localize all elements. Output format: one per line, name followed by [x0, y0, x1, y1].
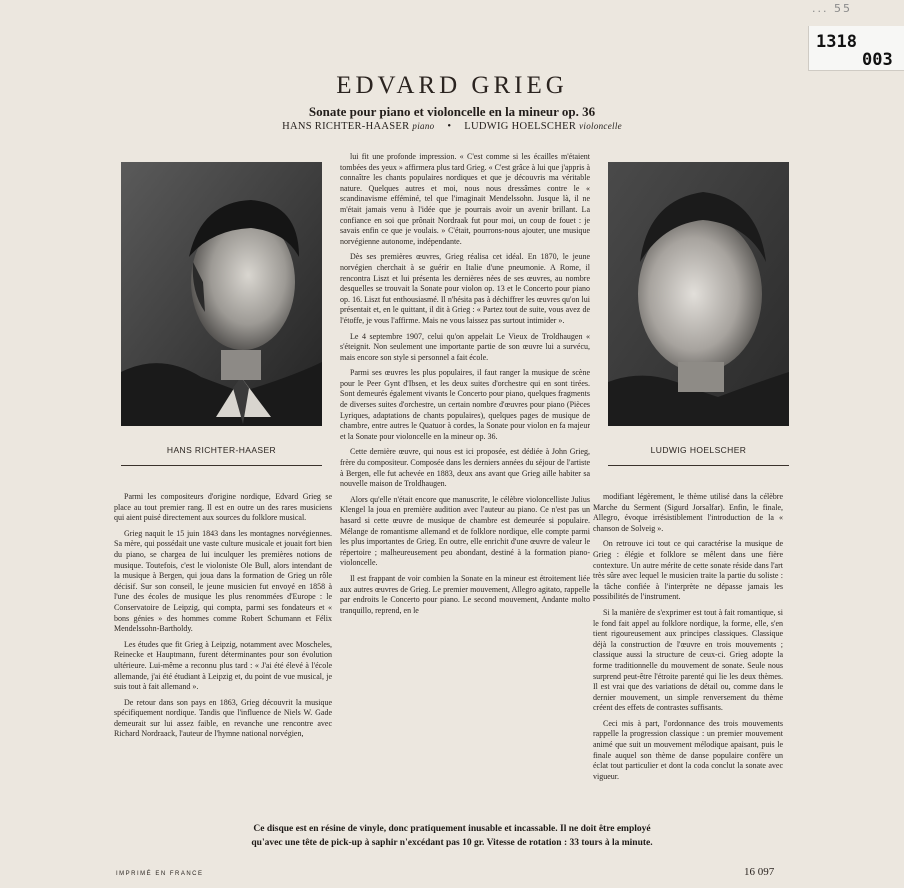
paragraph: Ceci mis à part, l'ordonnance des trois mouvements rappelle la progression classique : un premier mouvement animé que suit un mouvement mélodique apaisant, puis le finale auquel son thème de danse populaire confère un éclat tout particulier et dont la coda conclut la sonate avec vigueur.: [593, 718, 783, 781]
vinyl-note-line-1: Ce disque est en résine de vinyle, donc pratiquement inusable et incassable. Il ne doit être employé: [253, 824, 651, 834]
vinyl-note-line-2: qu'avec une tête de pick-up à saphir n'excédant pas 10 gr. Vitesse de rotation : 33 tours à la minute.: [251, 838, 653, 848]
paragraph: Dès ses premières œuvres, Grieg réalisa cet idéal. En 1870, le jeune norvégien cherchait à se guérir en Italie d'une pneumonie. A Rome, il rencontra Liszt et lui présenta les dernières nées de ses œuvres, au nombre desquelles se trouvait la Sonate pour violon op. 13 et le Concerto pour piano op. 16. Liszt fut enthousiasmé. Il n'hésita pas à déchiffrer les œuvres qu'on lui présentait et, en le quittant, il dit à Grieg : « Partez tout de suite, vous avez de l'étoffe, je vous l'affirme. Mais ne vous laissez pas surtout intimider ».: [340, 252, 590, 325]
portrait-left-image: [121, 162, 322, 426]
paragraph: Grieg naquit le 15 juin 1843 dans les montagnes norvégiennes. Sa mère, qui possédait une vaste culture musicale et jouait fort bien du piano, se chargea de lui inculquer les premières notions de musique. Toutefois, c'est le violoniste Ole Bull, alors intendant de la musique à Bergen, qui joua dans la formation de Grieg un rôle décisif. Sur son conseil, le jeune musicien fut envoyé en 1858 à l'une des écoles de musique les plus renommées d'Europe : le Conservatoire de Leipzig, qui compta, parmi ses fondateurs et « bons génies » des hommes comme Robert Schumann et Félix Mendelssohn-Bartholdy.: [114, 528, 332, 634]
portrait-photo-right: [608, 162, 789, 426]
paragraph: Les études que fit Grieg à Leipzig, notamment avec Moscheles, Reinecke et Hauptmann, furent déterminantes pour son évolution ultérieure. Lui-même a reconnu plus tard : « J'ai été élevé à l'école allemande, j'ai été étudiant à Leipzig et, du point de vue musical, je suis tout à fait allemand ».: [114, 639, 332, 692]
performer-2-role: violoncelle: [579, 121, 622, 131]
paragraph: Cette dernière œuvre, qui nous est ici proposée, est dédiée à John Grieg, frère du compositeur. Composée dans les derniers années du séjour de l'artiste à Bergen, elle fut achevée en 1883, deux ans avant que Grieg aille habiter sa nouvelle maison de Troldhaugen.: [340, 447, 590, 489]
performer-separator: •: [447, 121, 452, 132]
divider-left: [121, 465, 322, 466]
work-subtitle: Sonate pour piano et violoncelle en la mineur op. 36: [308, 104, 596, 119]
paragraph: Parmi les compositeurs d'origine nordique, Edvard Grieg se place au tout premier rang. Il est en outre un des rares musiciens qui aient puisé directement aux sources du folklore musical.: [114, 492, 332, 523]
paragraph: De retour dans son pays en 1863, Grieg découvrit la musique spécifiquement nordique. Tandis que l'influence de Niels W. Gade demeurait sur lui assez faible, en revanche une rencontre avec Richard Nordraack, l'auteur de l'hymne national norvégien,: [114, 697, 332, 739]
performers-line: [0, 121, 904, 132]
paragraph: lui fit une profonde impression. « C'est comme si les écailles m'étaient tombées des yeux » affirmera plus tard Grieg. « C'est grâce à lui que j'appris à connaître les chants populaires nordiques et que je découvris ma véritable nature. Quelques autres et moi, nous nous dressâmes contre le « scandinavisme efféminé, tel que l'imaginait Mendelssohn. Jusque là, il ne m'était jamais venu à l'idée que je pourrais avoir un avenir brillant. La confiance en soi que prônait Nordraak fut pour moi, un coup de fouet : je savais enfin ce que je voulais. » C'était, pourrons-nous ajouter, une musique norvégienne autonome, indépendante.: [340, 152, 590, 246]
text-column-middle: [340, 152, 590, 621]
paragraph: On retrouve ici tout ce qui caractérise la musique de Grieg : élégie et folklore se mêlent dans une fière contexture. Un autre mérite de cette sonate réside dans l'art très sûre avec lequel le musicien traite la partie du soliste : la tâche confiée à l'interprète ne dépasse jamais les possibilités de l'instrument.: [593, 539, 783, 602]
paragraph: Le 4 septembre 1907, celui qu'on appelait Le Vieux de Troldhaugen « s'éteignit. Non seulement une importante partie de son œuvre lui a survécu, mais encore son style si personnel a fait école.: [340, 331, 590, 362]
performer-1-name: HANS RICHTER-HAASER: [282, 121, 410, 132]
caption-right: LUDWIG HOELSCHER: [650, 445, 747, 455]
handwritten-note: ... 55: [812, 2, 852, 15]
text-column-right: [593, 492, 783, 787]
composer-title: EDVARD GRIEG: [336, 72, 568, 99]
paragraph: Alors qu'elle n'était encore que manuscrite, le célèbre violoncelliste Julius Klengel la joua en première audition avec l'auteur au piano. Ce n'est pas un hasard si cette œuvre de musique de chambre est demeurée si populaire. Mélange de romantisme allemand et de folklore nordique, elle compte parmi les plus importantes de Grieg. En outre, elle enrichit d'une œuvre de valeur le répertoire ; malheureusement peu abondant, destiné à la formation piano-violoncelle.: [340, 494, 590, 568]
paragraph: modifiant légèrement, le thème utilisé dans la célèbre Marche du Serment (Sigurd Jorsalfar). Enfin, le finale, Allegro, évoque irrésistiblement l'introduction de la « chanson de Solveig ».: [593, 492, 783, 533]
paragraph: Si la manière de s'exprimer est tout à fait romantique, si le fond fait appel au folklore nordique, la forme, elle, s'en tient rigoureusement aux principes classiques. Classique déjà la construction de l'œuvre en trois mouvements ; classique aussi la structure de ceux-ci. Grieg adopte la forme traditionnelle du mouvement de sonate. Seule nous surprend peut-être l'étroite parenté qui lie les deux thèmes. Il est vrai que des variations de détail ou, comme dans le dernier mouvement, un simple renversement du thème créent des effets de contrastes suffisants.: [593, 607, 783, 713]
portrait-photo-left: [121, 162, 322, 426]
vinyl-care-note: [0, 822, 904, 850]
portrait-right-image: [608, 162, 789, 426]
printed-in-france: IMPRIMÉ EN FRANCE: [116, 871, 204, 877]
pressing-number: 16 097: [744, 866, 775, 878]
performer-1-role: piano: [412, 121, 435, 131]
performer-2-name: LUDWIG HOELSCHER: [464, 121, 577, 132]
divider-right: [608, 465, 789, 466]
caption-left: HANS RICHTER-HAASER: [166, 445, 277, 455]
text-column-left: [114, 492, 332, 745]
catalog-number-top: 1318: [816, 32, 857, 52]
catalog-number-bottom: 003: [862, 50, 893, 70]
paragraph: Il est frappant de voir combien la Sonate en la mineur est étroitement liée aux autres œuvres de Grieg. Le premier mouvement, Allegro agitato, rappelle par endroits le Concerto pour piano. Le second mouvement, Andante molto tranquillo, reprend, en le: [340, 573, 590, 615]
paragraph: Parmi ses œuvres les plus populaires, il faut ranger la musique de scène pour le Peer Gynt d'Ibsen, et les deux suites d'orchestre qui en sont tirées. Sont demeurés également vivants le Concerto pour piano, quelques fragments de diverses suites d'orchestre, un certain nombre d'œuvres pour piano (Pièces Lyriques, adaptations de chants populaires), quelques pages de musique de chambre, entre autres le Quatuor à cordes, la Sonate pour violon en fa majeur et la Sonate pour violoncelle en la mineur op. 36.: [340, 368, 590, 441]
